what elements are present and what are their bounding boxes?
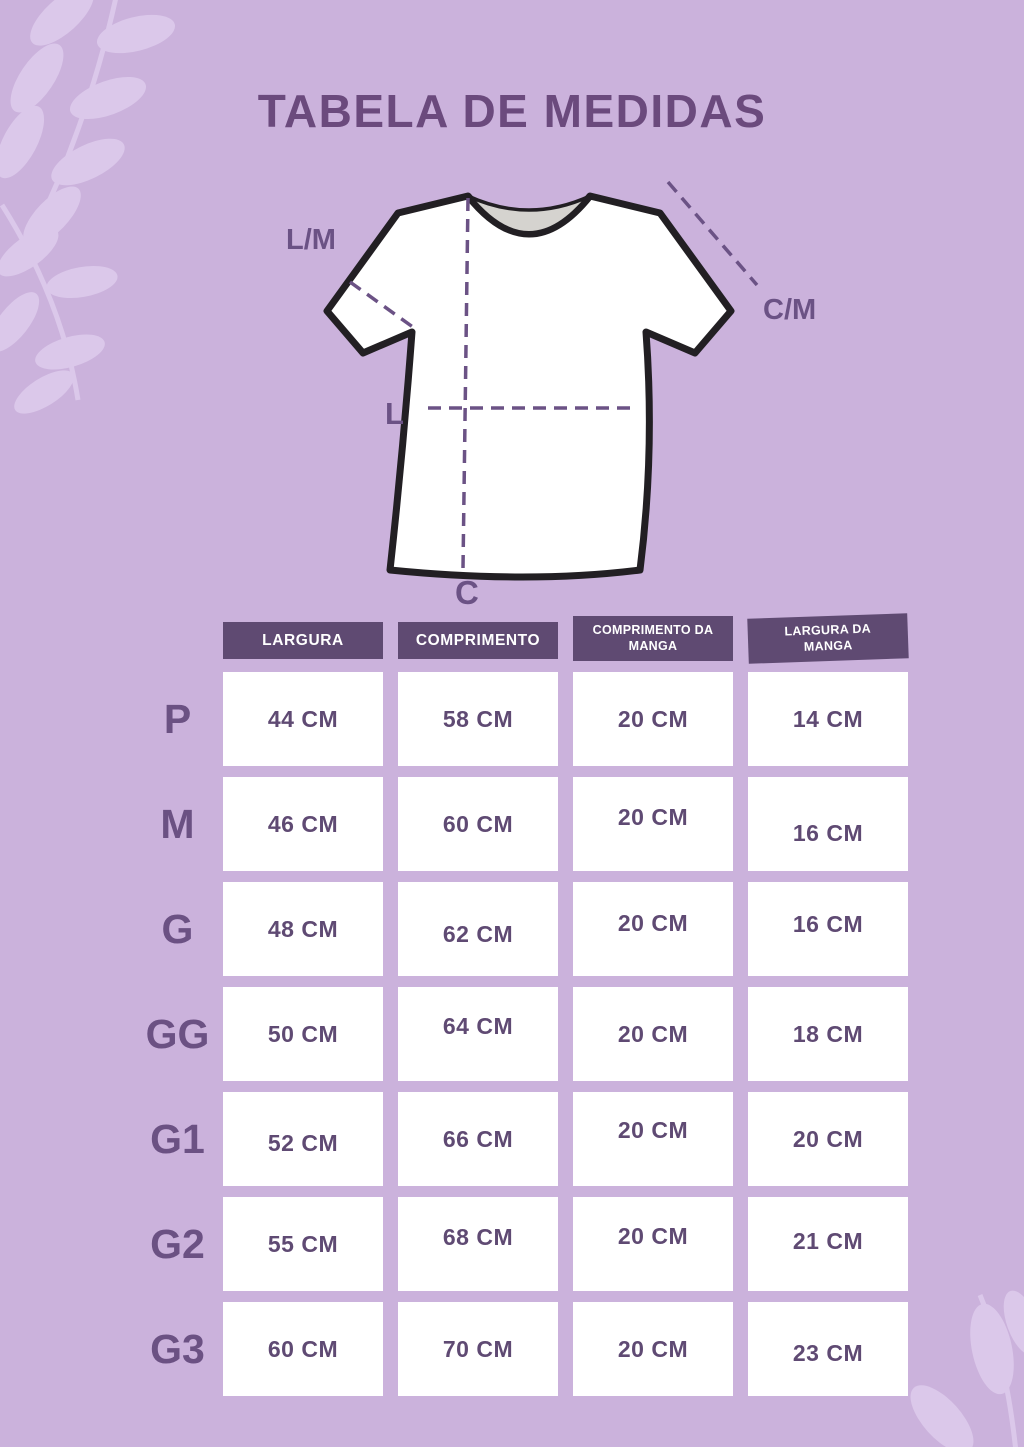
measurement-cell: 44 CM: [223, 672, 383, 766]
measurement-cell: 21 CM: [748, 1197, 908, 1291]
measurement-cell: 20 CM: [573, 987, 733, 1081]
table-row: [0, 777, 1024, 871]
measurement-cell: 48 CM: [223, 882, 383, 976]
size-label: P: [163, 695, 192, 742]
measurement-cell: 20 CM: [573, 1302, 733, 1396]
page-title: TABELA DE MEDIDAS: [257, 85, 767, 137]
table-row: [0, 672, 1024, 766]
measurement-cell: 20 CM: [748, 1092, 908, 1186]
column-header-largura: LARGURA: [223, 622, 383, 659]
measurement-cell: 20 CM: [573, 1092, 733, 1186]
table-row: [0, 987, 1024, 1081]
measurement-cell: 62 CM: [398, 882, 558, 976]
measurement-cell: 60 CM: [398, 777, 558, 871]
sleeve-length-label: C/M: [763, 294, 817, 326]
measurement-cell: 50 CM: [223, 987, 383, 1081]
length-label: C: [455, 574, 479, 611]
measurement-cell: 23 CM: [748, 1302, 908, 1396]
measurement-cell: 70 CM: [398, 1302, 558, 1396]
size-label: G3: [150, 1325, 205, 1372]
measurement-cell: 46 CM: [223, 777, 383, 871]
measurement-cell: 16 CM: [748, 777, 908, 871]
measurement-cell: 60 CM: [223, 1302, 383, 1396]
measurement-cell: 68 CM: [398, 1197, 558, 1291]
measurement-cell: 14 CM: [748, 672, 908, 766]
size-label: M: [160, 800, 195, 847]
column-header-comprimento: COMPRIMENTO: [398, 622, 558, 659]
measurement-cell: 16 CM: [748, 882, 908, 976]
tshirt-diagram: [295, 172, 825, 632]
sleeve-width-label: L/M: [286, 224, 336, 256]
size-label: G2: [150, 1220, 205, 1267]
measurement-cell: 20 CM: [573, 777, 733, 871]
size-label: GG: [145, 1010, 210, 1057]
table-row: [0, 1197, 1024, 1291]
measurement-cell: 55 CM: [223, 1197, 383, 1291]
size-label: G1: [150, 1115, 205, 1162]
width-label: L: [385, 396, 404, 431]
column-header-largura-da-manga: LARGURA DA MANGA: [747, 613, 908, 664]
measurement-cell: 20 CM: [573, 672, 733, 766]
measurement-cell: 18 CM: [748, 987, 908, 1081]
measurement-cell: 58 CM: [398, 672, 558, 766]
measurement-cell: 20 CM: [573, 1197, 733, 1291]
table-row: [0, 1092, 1024, 1186]
column-header-comprimento-da-manga: COMPRIMENTO DA MANGA: [573, 616, 733, 661]
measurement-cell: 64 CM: [398, 987, 558, 1081]
measurement-cell: 52 CM: [223, 1092, 383, 1186]
table-row: [0, 1302, 1024, 1396]
measurement-cell: 66 CM: [398, 1092, 558, 1186]
size-label: G: [161, 905, 194, 952]
measurement-cell: 20 CM: [573, 882, 733, 976]
table-row: [0, 882, 1024, 976]
